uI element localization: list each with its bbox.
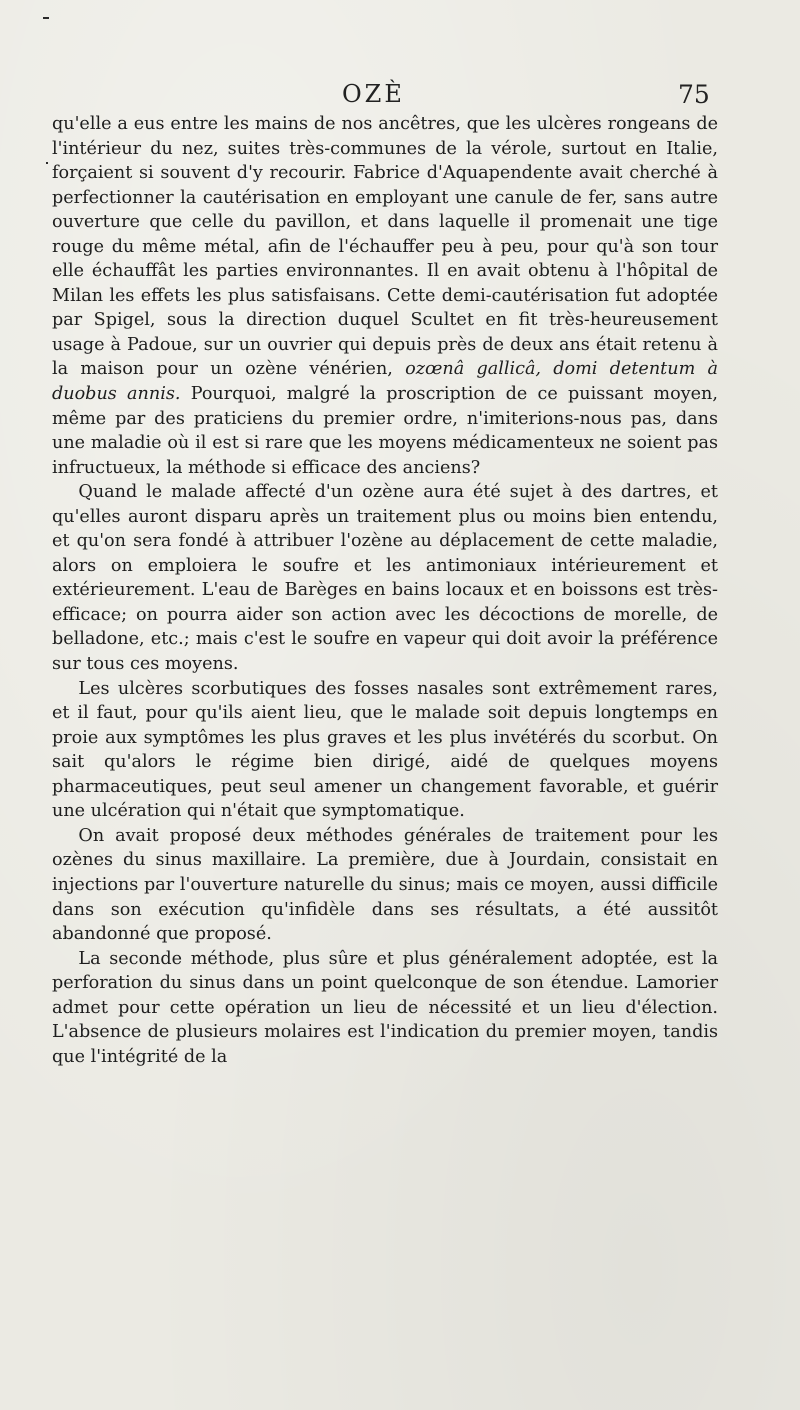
ink-speck [46,162,48,164]
paragraph: Quand le malade affecté d'un ozène aura été sujet à des dartres, et qu'elles auront disparu après un traitement plus ou moins bien entendu, et qu'on sera fondé à attribuer l'ozène au déplacement de cette maladie, alors on emploiera le soufre et les antimoniaux intérieurement et extérieurement. L'eau de Barèges en bains locaux et en boissons est très-efficace; on pourra aider son action avec les décoctions de morelle, de belladone, etc.; mais c'est le soufre en vapeur qui doit avoir la préférence sur tous ces moyens. [52,482,718,675]
ink-speck [43,17,49,19]
text-run: qu'elle a eus entre les mains de nos ancêtres, que les ulcères rongeans de l'intérieur du nez, suites très-communes de la vérole, surtout en Italie, forçaient si souvent d'y recourir. Fabrice d'Aquapendente avait cherché à perfectionner la cautérisation en employant une canule de fer, sans autre ouverture que celle du pavillon, et dans laquelle il promenait une tige rouge du même métal, afin de l'échauffer peu à peu, pour qu'à son tour elle échauffât les parties environnantes. Il en avait obtenu à l'hôpital de Milan les effets les plus satisfaisans. Cette demi-cautérisation fut adoptée par Spigel, sous la direction duquel Scultet en fit très-heureusement usage à Padoue, sur un ouvrier qui depuis près de deux ans était retenu à la maison pour un ozène vénérien, [52,114,718,380]
latin-quotation: ozœnâ gallicâ, domi detentum à duobus annis. [52,359,718,405]
paragraph [52,112,718,480]
body-text [52,112,718,1069]
page-header [0,76,800,116]
paragraph: La seconde méthode, plus sûre et plus généralement adoptée, est la perforation du sinus dans un point quelconque de son étendue. Lamorier admet pour cette opération un lieu de nécessité et un lieu d'élection. L'absence de plusieurs molaires est l'indication du premier moyen, tandis que l'intégrité de la [52,948,718,1067]
running-head: OZÈ [342,80,405,108]
paragraph: Les ulcères scorbutiques des fosses nasales sont extrêmement rares, et il faut, pour qu'ils aient lieu, que le malade soit depuis longtemps en proie aux symptômes les plus graves et les plus invétérés du scorbut. On sait qu'alors le régime bien dirigé, aidé de quelques moyens pharmaceutiques, peut seul amener un changement favorable, et guérir une ulcération qui n'était que symptomatique. [52,678,718,822]
page-number: 75 [678,80,710,109]
text-run: Pourquoi, malgré la proscription de ce puissant moyen, même par des praticiens du premier ordre, n'imiterions-nous pas, dans une maladie où il est si rare que les moyens médicamenteux ne soient pas infructueux, la méthode si efficace des anciens? [52,384,718,478]
paragraph: On avait proposé deux méthodes générales de traitement pour les ozènes du sinus maxillaire. La première, due à Jourdain, consistait en injections par l'ouverture naturelle du sinus; mais ce moyen, aussi difficile dans son exécution qu'infidèle dans ses résultats, a été aussitôt abandonné que proposé. [52,825,718,945]
